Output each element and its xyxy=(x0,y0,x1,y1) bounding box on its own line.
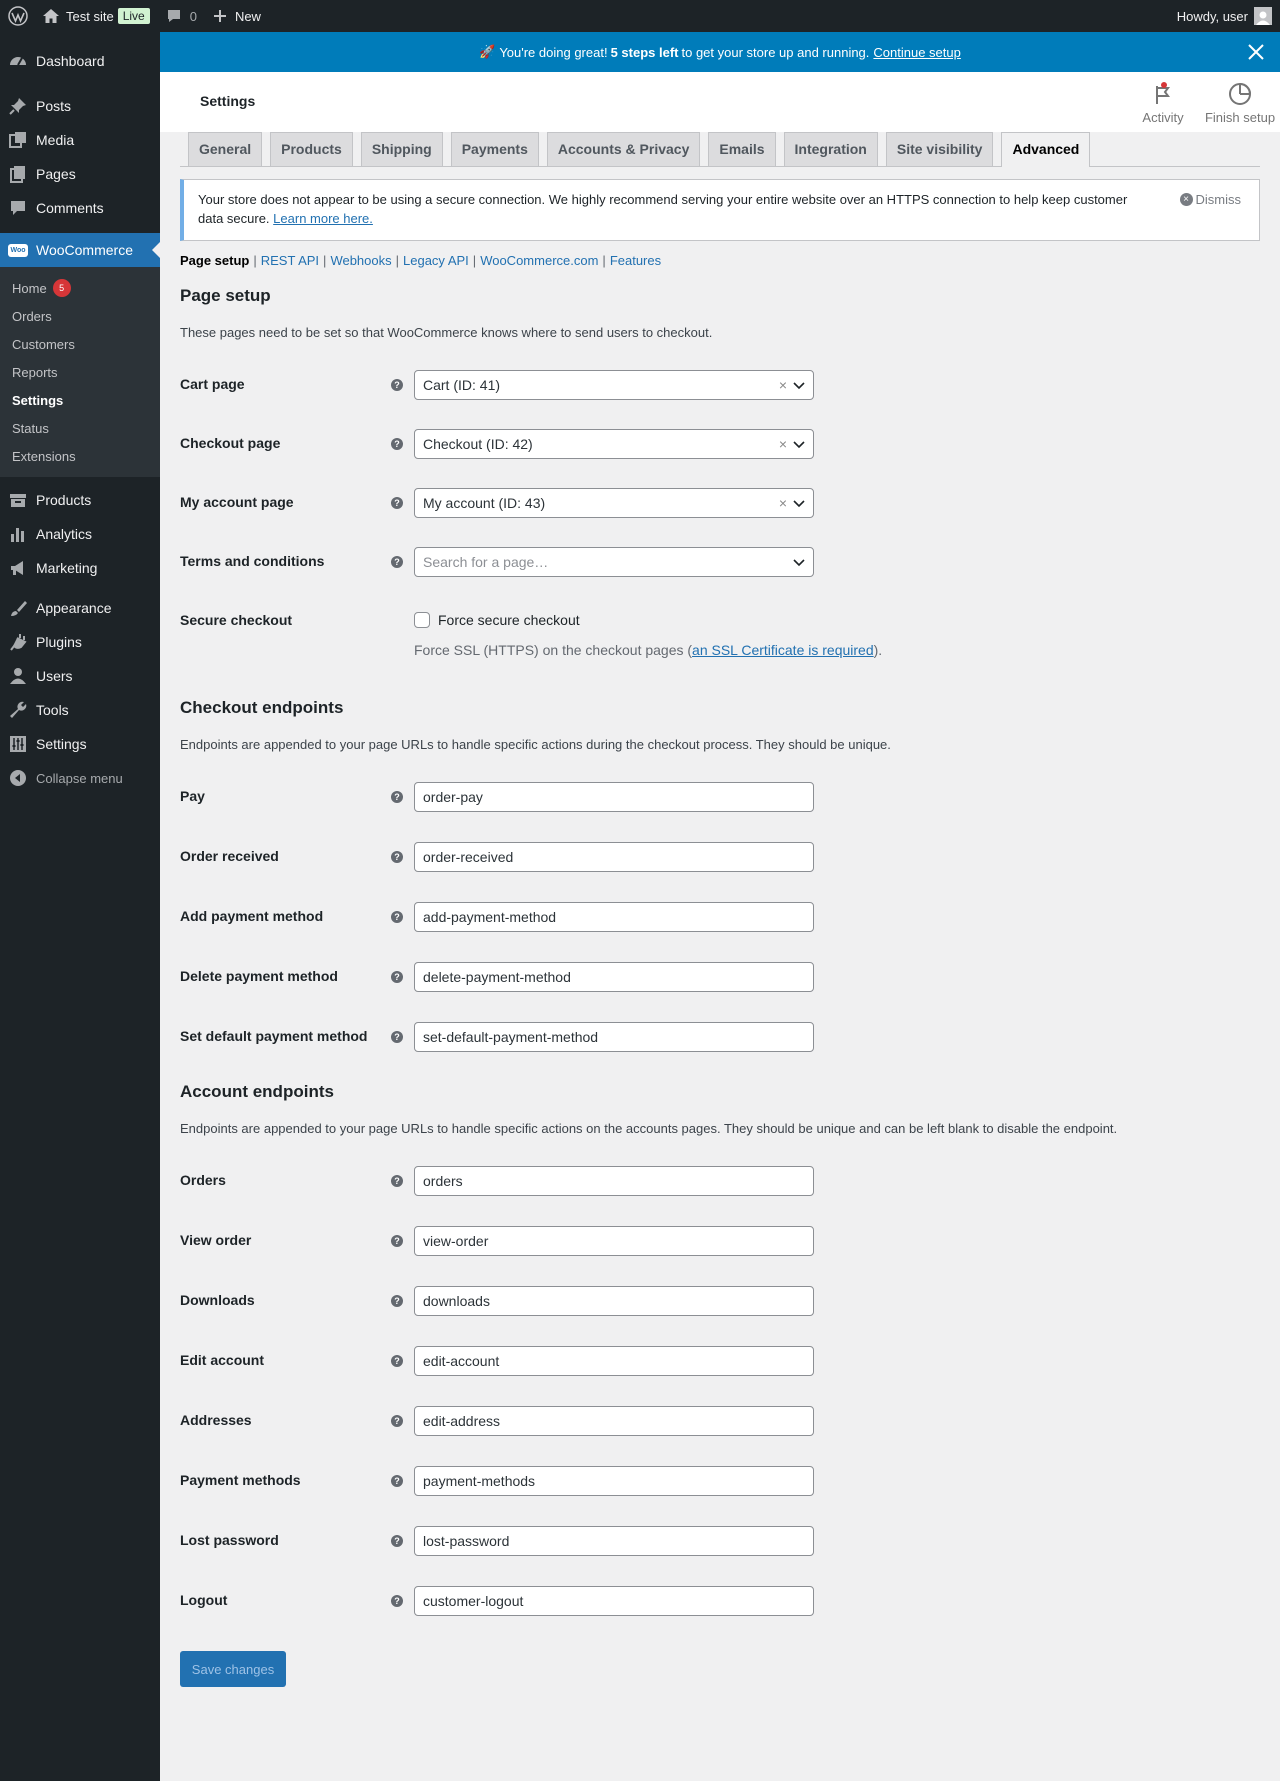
site-name-link[interactable] xyxy=(34,0,158,32)
select-value: Cart (ID: 41) xyxy=(423,377,501,393)
tab-products[interactable]: Products xyxy=(270,132,353,166)
comments-count: 0 xyxy=(189,8,197,24)
endpoint-row xyxy=(180,1526,1260,1556)
sidebar-item-label: Comments xyxy=(36,200,104,216)
submenu-item-extensions[interactable] xyxy=(0,442,160,470)
subnav-woocommerce-com[interactable]: WooCommerce.com xyxy=(480,253,599,268)
collapse-menu-button[interactable] xyxy=(0,761,160,795)
set-default-payment-method-endpoint-input[interactable] xyxy=(414,1022,814,1052)
sidebar-item-label: Appearance xyxy=(36,600,112,616)
desc-text-end: ). xyxy=(873,642,883,658)
my-account-page-row xyxy=(180,488,1260,518)
submenu-item-home[interactable] xyxy=(0,274,160,302)
banner-text: You're doing great! xyxy=(499,44,608,60)
chevron-down-icon xyxy=(793,438,805,450)
desc-text: Force SSL (HTTPS) on the checkout pages ( xyxy=(414,642,693,658)
tab-advanced[interactable]: Advanced xyxy=(1001,132,1090,167)
endpoint-label: Delete payment method xyxy=(180,968,338,984)
sidebar-item-comments[interactable] xyxy=(0,191,160,225)
media-icon xyxy=(8,130,28,150)
edit-account-endpoint-input[interactable] xyxy=(414,1346,814,1376)
clear-selection-icon[interactable]: × xyxy=(778,377,787,393)
subnav-legacy-api[interactable]: Legacy API xyxy=(403,253,469,268)
logout-endpoint-input[interactable] xyxy=(414,1586,814,1616)
help-tip-icon[interactable]: ? xyxy=(391,556,403,568)
help-tip-icon[interactable]: ? xyxy=(391,1595,403,1607)
chevron-down-icon xyxy=(793,497,805,509)
tab-shipping[interactable]: Shipping xyxy=(361,132,443,166)
sidebar-item-label: Settings xyxy=(36,736,87,752)
submenu-label: Reports xyxy=(12,364,58,380)
help-tip-icon[interactable]: ? xyxy=(391,379,403,391)
terms-page-label: Terms and conditions xyxy=(180,553,325,569)
help-tip-icon[interactable]: ? xyxy=(391,438,403,450)
wrench-icon xyxy=(8,700,28,720)
woocommerce-submenu xyxy=(0,267,160,477)
endpoint-label: Pay xyxy=(180,788,205,804)
endpoint-label: Payment methods xyxy=(180,1472,301,1488)
sidebar-item-posts[interactable] xyxy=(0,89,160,123)
archive-box-icon xyxy=(8,490,28,510)
help-tip-icon[interactable]: ? xyxy=(391,497,403,509)
submenu-label: Settings xyxy=(12,392,64,408)
pushpin-icon xyxy=(8,96,28,116)
select-placeholder: Search for a page… xyxy=(423,554,549,570)
subnav-page-setup[interactable]: Page setup xyxy=(180,253,250,268)
submenu-label: Extensions xyxy=(12,448,76,464)
endpoint-row xyxy=(180,782,1260,812)
endpoint-row xyxy=(180,1286,1260,1316)
checkout-endpoints-description: Endpoints are appended to your page URLs to handle specific actions during the checkout process. They should be unique. xyxy=(180,737,891,752)
delete-payment-method-endpoint-input[interactable] xyxy=(414,962,814,992)
account-endpoints-description: Endpoints are appended to your page URLs to handle specific actions on the accounts pages. They should be unique and can be left blank to disable the endpoint. xyxy=(180,1121,1118,1136)
endpoint-row xyxy=(180,1226,1260,1256)
pay-endpoint-input[interactable] xyxy=(414,782,814,812)
finish-setup-label: Finish setup xyxy=(1204,110,1276,125)
submenu-label: Customers xyxy=(12,336,75,352)
tab-payments[interactable]: Payments xyxy=(451,132,539,166)
sidebar-item-label: Products xyxy=(36,492,92,508)
help-tip-icon[interactable]: ? xyxy=(391,1475,403,1487)
endpoint-label: Orders xyxy=(180,1172,226,1188)
endpoint-label: Logout xyxy=(180,1592,228,1608)
sidebar-item-settings[interactable] xyxy=(0,727,160,761)
payment-methods-endpoint-input[interactable] xyxy=(414,1466,814,1496)
cart-page-select[interactable] xyxy=(414,370,814,400)
home-icon xyxy=(42,8,60,24)
sidebar-item-label: Media xyxy=(36,132,75,148)
submenu-item-status[interactable] xyxy=(0,414,160,442)
help-tip-icon[interactable]: ? xyxy=(391,971,403,983)
sidebar-item-analytics[interactable] xyxy=(0,517,160,551)
chevron-down-icon xyxy=(793,556,805,568)
rocket-icon: 🚀 xyxy=(479,44,496,59)
view-order-endpoint-input[interactable] xyxy=(414,1226,814,1256)
live-badge: Live xyxy=(118,8,150,24)
sidebar-item-dashboard[interactable] xyxy=(0,44,160,78)
sidebar-item-users[interactable] xyxy=(0,659,160,693)
help-tip-icon[interactable]: ? xyxy=(391,1031,403,1043)
tab-accounts-privacy[interactable]: Accounts & Privacy xyxy=(547,132,701,166)
collapse-arrow-icon xyxy=(8,768,28,788)
banner-steps-left: 5 steps left xyxy=(610,44,679,60)
sidebar-item-label: Posts xyxy=(36,98,72,114)
sidebar-item-label: Pages xyxy=(36,166,76,182)
tab-emails[interactable]: Emails xyxy=(708,132,775,166)
banner-text-after: to get your store up and running. xyxy=(681,44,870,60)
account-endpoints-heading: Account endpoints xyxy=(180,1082,334,1101)
endpoint-label: View order xyxy=(180,1232,252,1248)
endpoint-row xyxy=(180,1022,1260,1052)
bar-chart-icon xyxy=(8,524,28,544)
submenu-label: Status xyxy=(12,420,49,436)
sidebar-item-tools[interactable] xyxy=(0,693,160,727)
endpoint-label: Lost password xyxy=(180,1532,279,1548)
collapse-label: Collapse menu xyxy=(36,770,123,786)
sidebar-item-pages[interactable] xyxy=(0,157,160,191)
endpoint-row xyxy=(180,1586,1260,1616)
cart-page-label: Cart page xyxy=(180,376,245,392)
force-secure-label: Force secure checkout xyxy=(438,612,580,628)
endpoint-label: Set default payment method xyxy=(180,1028,368,1044)
checkout-page-select[interactable] xyxy=(414,429,814,459)
add-payment-method-endpoint-input[interactable] xyxy=(414,902,814,932)
tab-site-visibility[interactable]: Site visibility xyxy=(886,132,994,166)
endpoint-label: Edit account xyxy=(180,1352,265,1368)
user-icon xyxy=(8,666,28,686)
submenu-item-customers[interactable] xyxy=(0,330,160,358)
help-tip-icon[interactable]: ? xyxy=(391,1535,403,1547)
sidebar-item-label: Tools xyxy=(36,702,69,718)
help-tip-icon[interactable]: ? xyxy=(391,1295,403,1307)
sidebar-item-products[interactable] xyxy=(0,483,160,517)
sidebar-item-woocommerce[interactable] xyxy=(0,233,160,267)
notification-badge: 5 xyxy=(53,279,71,297)
sidebar-item-label: Dashboard xyxy=(36,53,105,69)
cart-page-row xyxy=(180,370,1260,400)
subnav-features[interactable]: Features xyxy=(609,253,662,268)
submenu-item-reports[interactable] xyxy=(0,358,160,386)
megaphone-icon xyxy=(8,558,28,578)
sidebar-item-plugins[interactable] xyxy=(0,625,160,659)
my-account-page-label: My account page xyxy=(180,494,294,510)
lost-password-endpoint-input[interactable] xyxy=(414,1526,814,1556)
page-title: Settings xyxy=(200,93,256,109)
checkout-page-row xyxy=(180,429,1260,459)
addresses-endpoint-input[interactable] xyxy=(414,1406,814,1436)
sidebar-item-appearance[interactable] xyxy=(0,591,160,625)
secure-checkout-description xyxy=(414,642,882,658)
checkout-endpoints-heading: Checkout endpoints xyxy=(180,698,344,717)
admin-sidebar xyxy=(0,32,160,1781)
woocommerce-icon: Woo xyxy=(8,240,28,260)
learn-more-link[interactable]: Learn more here. xyxy=(273,211,373,226)
tab-general[interactable]: General xyxy=(188,132,262,166)
sidebar-item-label: WooCommerce xyxy=(36,242,133,258)
sidebar-item-label: Users xyxy=(36,668,73,684)
endpoint-label: Addresses xyxy=(180,1412,252,1428)
checkout-page-label: Checkout page xyxy=(180,435,281,451)
settings-form xyxy=(180,0,1260,1781)
submenu-item-settings[interactable] xyxy=(0,386,160,414)
help-tip-icon[interactable]: ? xyxy=(391,1355,403,1367)
sidebar-item-label: Analytics xyxy=(36,526,93,542)
continue-setup-link[interactable]: Continue setup xyxy=(873,44,961,60)
endpoint-row xyxy=(180,1346,1260,1376)
new-label: New xyxy=(234,8,261,24)
order-received-endpoint-input[interactable] xyxy=(414,842,814,872)
activity-label: Activity xyxy=(1142,110,1184,125)
comments-icon xyxy=(8,198,28,218)
endpoint-row xyxy=(180,1166,1260,1196)
chevron-down-icon xyxy=(793,379,805,391)
help-tip-icon[interactable]: ? xyxy=(391,911,403,923)
page-setup-heading: Page setup xyxy=(180,286,271,305)
submenu-label: Orders xyxy=(12,308,52,324)
pages-icon xyxy=(8,164,28,184)
sidebar-item-label: Marketing xyxy=(36,560,98,576)
endpoint-row xyxy=(180,902,1260,932)
endpoint-row xyxy=(180,1466,1260,1496)
clear-selection-icon[interactable]: × xyxy=(778,495,787,511)
terms-page-row xyxy=(180,547,1260,577)
howdy-text: Howdy, user xyxy=(1176,8,1248,24)
plug-icon xyxy=(8,632,28,652)
select-value: My account (ID: 43) xyxy=(423,495,546,511)
clear-selection-icon[interactable]: × xyxy=(778,436,787,452)
page-setup-description: These pages need to be set so that WooCommerce knows where to send users to checkout. xyxy=(180,325,713,340)
sidebar-item-marketing[interactable] xyxy=(0,551,160,585)
endpoint-row xyxy=(180,842,1260,872)
help-tip-icon[interactable]: ? xyxy=(391,1415,403,1427)
orders-endpoint-input[interactable] xyxy=(414,1166,814,1196)
tab-integration[interactable]: Integration xyxy=(784,132,878,166)
wordpress-logo-icon[interactable] xyxy=(2,0,34,32)
my-account-page-select[interactable] xyxy=(414,488,814,518)
submenu-item-orders[interactable] xyxy=(0,302,160,330)
section-subnav: Page setup | REST API | Webhooks | Legacy API | WooCommerce.com | Features xyxy=(180,253,662,268)
site-name: Test site xyxy=(66,8,114,24)
downloads-endpoint-input[interactable] xyxy=(414,1286,814,1316)
sidebar-item-label: Plugins xyxy=(36,634,82,650)
dashboard-gauge-icon xyxy=(8,51,28,71)
force-secure-checkout-option[interactable] xyxy=(414,612,580,628)
terms-page-select[interactable] xyxy=(414,547,814,577)
force-secure-checkbox[interactable] xyxy=(414,612,430,628)
endpoint-label: Downloads xyxy=(180,1292,255,1308)
secure-checkout-row xyxy=(180,606,1260,636)
endpoint-label: Add payment method xyxy=(180,908,324,924)
ssl-certificate-link[interactable]: an SSL Certificate is required xyxy=(692,642,874,658)
help-tip-icon[interactable]: ? xyxy=(391,1235,403,1247)
save-changes-button[interactable]: Save changes xyxy=(180,1651,286,1687)
subnav-webhooks[interactable]: Webhooks xyxy=(330,253,392,268)
help-tip-icon[interactable]: ? xyxy=(391,851,403,863)
endpoint-row xyxy=(180,1406,1260,1436)
help-tip-icon[interactable]: ? xyxy=(391,1175,403,1187)
sidebar-item-media[interactable] xyxy=(0,123,160,157)
dismiss-icon: × xyxy=(1180,193,1193,206)
notice-text: Your store does not appear to be using a secure connection. We highly recommend serving your entire website over an HTTPS connection to help keep customer data secure. xyxy=(198,192,1128,226)
secure-checkout-label: Secure checkout xyxy=(180,612,293,628)
help-tip-icon[interactable]: ? xyxy=(391,791,403,803)
sliders-icon xyxy=(8,734,28,754)
subnav-rest-api[interactable]: REST API xyxy=(260,253,320,268)
paintbrush-icon xyxy=(8,598,28,618)
submenu-label: Home xyxy=(12,280,47,296)
endpoint-row xyxy=(180,962,1260,992)
dismiss-label: Dismiss xyxy=(1195,192,1241,207)
select-value: Checkout (ID: 42) xyxy=(423,436,533,452)
endpoint-label: Order received xyxy=(180,848,279,864)
